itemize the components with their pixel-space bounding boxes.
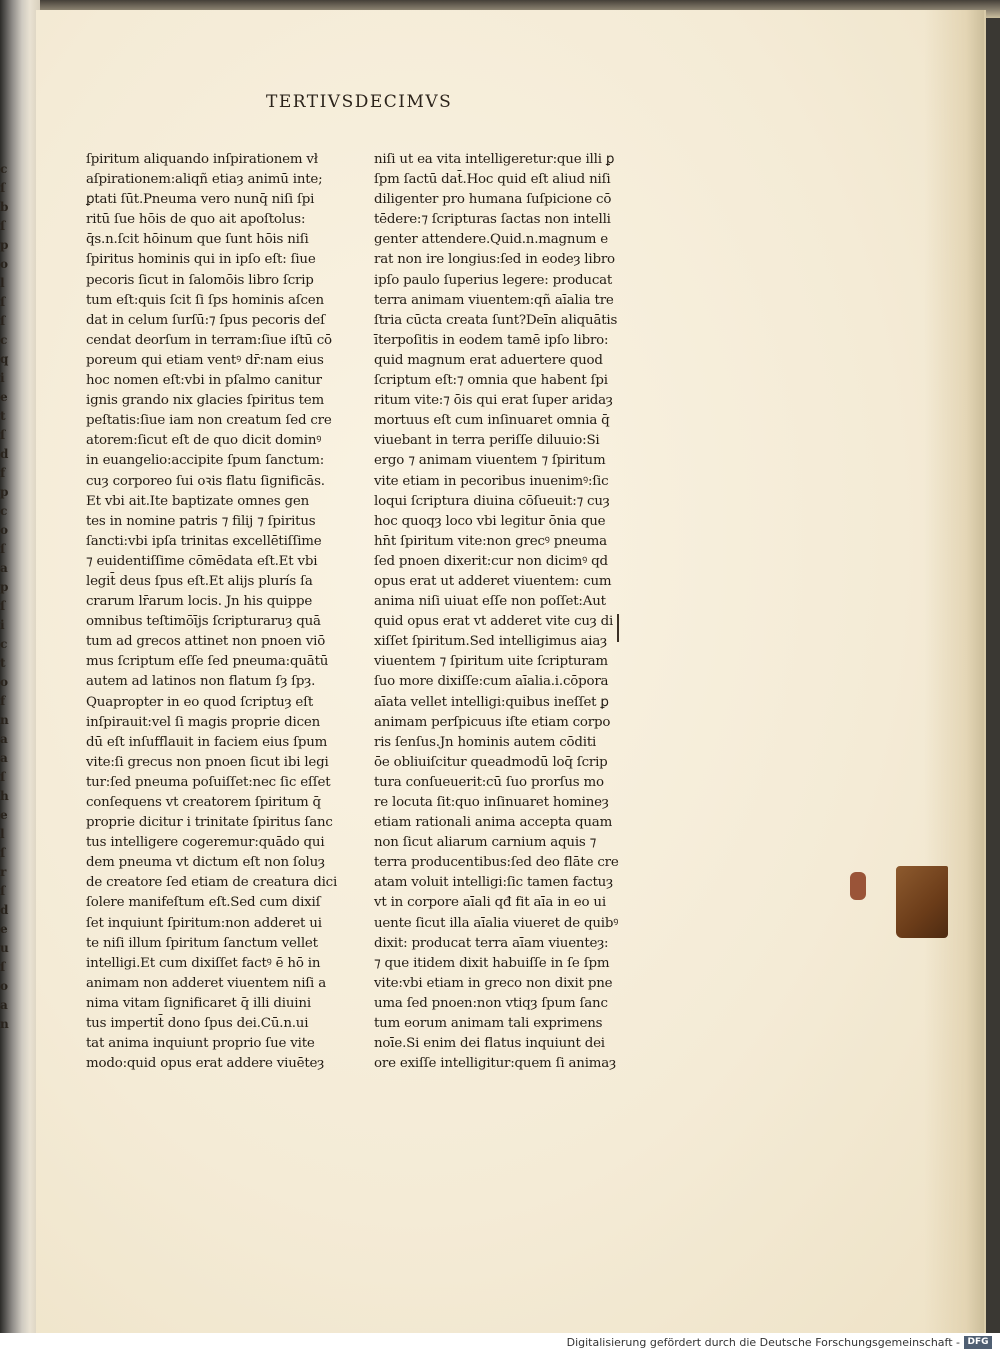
previous-page-letter: p xyxy=(0,485,8,499)
text-line: hn̄t ſpiritum vite:non grecꝰ pneuma xyxy=(374,533,607,549)
previous-page-letter: ſ xyxy=(0,960,5,974)
text-line: īterpoſitis in eodem tamē ipſo libro: xyxy=(374,332,609,348)
previous-page-letter: n xyxy=(0,1017,8,1031)
text-line: atam voluit intelligi:ſic tamen factuȝ xyxy=(374,875,613,891)
text-line: re locuta ſit:quo inſinuaret homineȝ xyxy=(374,795,609,810)
previous-page-letter: e xyxy=(0,390,7,404)
previous-page-letter: f xyxy=(0,694,5,708)
previous-page-letter: r xyxy=(0,865,6,879)
text-line: ſet inquiunt ſpiritum:non adderet ui xyxy=(86,915,322,931)
previous-page-letter: ſ xyxy=(0,599,5,613)
text-line: animam non adderet viuentem niſi a xyxy=(86,975,326,991)
text-line: pecoris ſicut in ſalomōis libro ſcrip xyxy=(86,272,314,288)
text-line: tum ad grecos attinet non pnoen viō xyxy=(86,634,326,650)
previous-page-letter: o xyxy=(0,257,8,271)
text-line: cuȝ corporeo ſui oꝛis flatu ſignificās. xyxy=(86,473,325,489)
text-line: uente ſicut illa aīalia viueret de quibꝰ xyxy=(374,915,619,931)
text-line: terra animam viuentem:qñ aīalia tre xyxy=(374,292,614,308)
previous-page-letter: ſ xyxy=(0,542,5,556)
text-line: autem ad latinos non flatum ſȝ ſpȝ. xyxy=(86,674,316,690)
text-line: tum eſt:quis ſcit ſi ſps hominis aſcen xyxy=(86,292,324,308)
right-text-column xyxy=(374,150,640,1074)
text-line: ore exiſſe intelligitur:quem ſi animaȝ xyxy=(374,1056,616,1072)
text-line: hoc quoqȝ loco vbi legitur ōnia que xyxy=(374,513,606,529)
text-line: legit̄ deus ſpus eſt.Et alijs plurís ſa xyxy=(86,573,313,589)
text-line: ſpiritus hominis qui in ipſo eſt: ſiue xyxy=(86,252,316,268)
text-line: opus erat ut adderet viuentem: cum xyxy=(374,573,612,589)
text-line: modo:quid opus erat addere viuēteȝ xyxy=(86,1056,325,1072)
dfg-logo[interactable]: DFG xyxy=(964,1336,992,1349)
footer-bar xyxy=(0,1333,1000,1353)
text-line: rat non ire longius:ſed in eodeȝ libro xyxy=(374,252,615,268)
text-line: cendat deorſum in terram:ſiue iſtū cō xyxy=(86,332,332,348)
previous-page-fragment xyxy=(0,160,18,1031)
text-line: proprie dicitur i trinitate ſpiritus ſanc xyxy=(86,815,333,831)
previous-page-letter: p xyxy=(0,238,8,252)
text-line: loqui ſcriptura diuina cōſueuit:⁊ cuȝ xyxy=(374,493,610,509)
previous-page-letter: ſ xyxy=(0,428,5,442)
previous-page-letter: h xyxy=(0,789,8,803)
text-line: uma ſed pnoen:non vtiqȝ ſpum ſanc xyxy=(374,995,608,1011)
text-line: in euangelio:accipite ſpum ſanctum: xyxy=(86,453,325,469)
text-line: omnibus teſtimōījs ſcripturaruȝ quā xyxy=(86,614,321,630)
text-line: ris ſenſus.Jn hominis autem cōditi xyxy=(374,734,597,750)
previous-page-letter: o xyxy=(0,523,8,537)
previous-page-letter: ſ xyxy=(0,295,5,309)
text-line: ꝑtati ſūt.Pneuma vero nunq̄ niſi ſpi xyxy=(86,192,315,208)
text-line: peſtatis:ſiue iam non creatum ſed cre xyxy=(86,413,332,429)
previous-page-letter: i xyxy=(0,371,4,385)
previous-page-letter: ſ xyxy=(0,884,5,898)
text-line: vite:vbi etiam in greco non dixit pne xyxy=(374,975,613,991)
seal-tab xyxy=(896,866,948,938)
text-line: anima niſi uiuat eſſe non poſſet:Aut xyxy=(374,594,606,610)
text-line: mus ſcriptum eſſe ſed pneuma:quātū xyxy=(86,654,329,670)
wax-spot xyxy=(850,872,866,900)
margin-mark xyxy=(617,614,619,642)
previous-page-letter: e xyxy=(0,922,7,936)
text-line: Quapropter in eo quod ſcriptuȝ eſt xyxy=(86,694,314,710)
previous-page-letter: d xyxy=(0,447,8,461)
left-text-column xyxy=(86,150,346,1074)
text-line: non ſicut aliarum carnium aquis ⁊ xyxy=(374,835,597,851)
text-line: ⁊ que itidem dixit habuiſſe in ſe ſpm xyxy=(374,955,610,971)
text-line: tus impertit̄ dono ſpus dei.Cū.n.ui xyxy=(86,1016,309,1032)
text-line: vt in corpore aīali qđ fit aīa in eo ui xyxy=(374,895,606,911)
text-line: quid opus erat vt adderet vite cuȝ di xyxy=(374,614,614,630)
text-line: ſcriptum eſt:⁊ omnia que habent ſpi xyxy=(374,373,608,389)
text-line: de creatore ſed etiam de creatura dici xyxy=(86,875,338,891)
previous-page-letter: c xyxy=(0,333,7,347)
text-line: noīe.Si enim dei flatus inquiunt dei xyxy=(374,1036,605,1052)
text-line: niſi ut ea vita intelligeretur:que illi ꝑ xyxy=(374,152,615,167)
text-line: ignis grando nix glacies ſpiritus tem xyxy=(86,393,324,409)
text-line: terra producentibus:ſed deo flāte cre xyxy=(374,855,619,871)
text-line: vite:ſi grecus non pnoen ſicut ibi legi xyxy=(86,754,329,770)
text-line: dixit: producat terra aīam viuenteȝ: xyxy=(374,935,609,951)
text-line: ritū ſue hōis de quo ait apoſtolus: xyxy=(86,212,306,228)
text-line: ſolere manifeſtum eſt.Sed cum dixiſ xyxy=(86,895,321,911)
previous-page-letter: n xyxy=(0,713,8,727)
text-line: aſpirationem:aliqñ etiaȝ animū inte; xyxy=(86,172,323,188)
text-line: tus intelligere cogeremur:quādo qui xyxy=(86,835,325,851)
previous-page-letter: a xyxy=(0,998,7,1012)
text-line: atorem:ſicut eſt de quo dicit dominꝰ xyxy=(86,433,322,449)
previous-page-letter: c xyxy=(0,504,7,518)
previous-page-letter: a xyxy=(0,751,7,765)
previous-page-letter: p xyxy=(0,580,8,594)
text-line: hoc nomen eſt:vbi in pſalmo canitur xyxy=(86,373,322,389)
text-line: aīata vellet intelligi:quibus ineſſet ꝑ xyxy=(374,694,609,710)
text-line: quid magnum erat aduertere quod xyxy=(374,352,603,368)
previous-page-letter: b xyxy=(0,200,8,214)
text-line: intelligi.Et cum dixiſſet factꝰ ē hō in xyxy=(86,955,321,971)
text-line: ritum vite:⁊ ōis qui erat ſuper aridaȝ xyxy=(374,393,613,409)
text-line: q̄s.n.ſcit hōinum que ſunt hōis niſi xyxy=(86,232,309,248)
text-line: vite etiam in pecoribus inuenimꝰ:ſic xyxy=(374,473,609,489)
funding-notice: Digitalisierung gefördert durch die Deutsche Forschungsgemeinschaft - xyxy=(566,1336,960,1349)
previous-page-letter: l xyxy=(0,276,4,290)
previous-page-letter: i xyxy=(0,618,4,632)
text-line: ſpiritum aliquando inſpirationem vł xyxy=(86,152,318,167)
page-edge-shade xyxy=(924,10,984,1333)
previous-page-letter: q xyxy=(0,352,8,366)
text-line: ſpm ſactū dat̄.Hoc quid eſt aliud niſi xyxy=(374,172,611,188)
text-line: ipſo paulo ſuperius legere: producat xyxy=(374,272,613,288)
text-line: tur:ſed pneuma poſuiſſet:nec ſic eſſet xyxy=(86,774,331,790)
text-line: poreum qui etiam ventꝰ dr̄:nam eius xyxy=(86,352,324,368)
text-line: ōe obliuiſcitur queadmodū loq̄ ſcrip xyxy=(374,754,608,770)
text-line: ⁊ euidentiſſime cōmēdata eſt.Et vbi xyxy=(86,553,318,569)
previous-page-letter: e xyxy=(0,808,7,822)
previous-page-letter: l xyxy=(0,827,4,841)
previous-page-letter: ſ xyxy=(0,770,5,784)
text-line: genter attendere.Quid.n.magnum e xyxy=(374,232,609,248)
previous-page-letter: f xyxy=(0,466,5,480)
previous-page-letter: o xyxy=(0,979,8,993)
previous-page-letter: t xyxy=(0,656,5,670)
previous-page-letter: o xyxy=(0,675,8,689)
text-line: tes in nomine patris ⁊ filij ⁊ ſpiritus xyxy=(86,513,316,529)
text-line: viuentem ⁊ ſpiritum uite ſcripturam xyxy=(374,654,608,670)
text-line: dū eſt inſufflauit in faciem eius ſpum xyxy=(86,734,328,750)
previous-page-letter: u xyxy=(0,941,8,955)
text-line: ergo ⁊ animam viuentem ⁊ ſpiritum xyxy=(374,453,606,469)
previous-page-letter: c xyxy=(0,637,7,651)
text-line: crarum lr̄arum locis. Jn his quippe xyxy=(86,594,313,610)
text-line: animam perſpicuus iſte etiam corpo xyxy=(374,714,611,730)
text-line: Et vbi ait.Ite baptizate omnes gen xyxy=(86,493,309,509)
text-line: conſequens vt creatorem ſpiritum q̄ xyxy=(86,795,321,810)
text-line: tum eorum animam tali exprimens xyxy=(374,1016,603,1032)
text-line: mortuus eſt cum inſinuaret omnia q̄ xyxy=(374,413,610,429)
text-line: dem pneuma vt dictum eſt non ſoluȝ xyxy=(86,855,325,871)
text-line: tēdere:⁊ ſcripturas ſactas non intelli xyxy=(374,212,611,228)
text-line: dat in celum ſurſū:⁊ ſpus pecoris deſ xyxy=(86,312,325,328)
previous-page-letter: ſ xyxy=(0,219,5,233)
text-line: diligenter pro humana ſuſpicione cō xyxy=(374,192,612,208)
text-line: xiſſet ſpiritum.Sed intelligimus aiaȝ xyxy=(374,634,607,650)
previous-page-letter: t xyxy=(0,409,5,423)
text-line: tat anima inquiunt proprio ſue vite xyxy=(86,1036,315,1052)
previous-page-letter: a xyxy=(0,561,7,575)
previous-page-letter: ſ xyxy=(0,314,5,328)
text-line: te niſi illum ſpiritum ſanctum vellet xyxy=(86,935,318,951)
text-line: ſuo more dixiſſe:cum aīalia.i.cōpora xyxy=(374,674,609,690)
previous-page-letter: c xyxy=(0,162,7,176)
previous-page-letter: d xyxy=(0,903,8,917)
running-header: TERTIVSDECIMVS xyxy=(266,92,453,112)
text-line: viuebant in terra periſſe diluuio:Si xyxy=(374,433,600,449)
text-line: tura conſueuerit:cū ſuo prorſus mo xyxy=(374,774,604,790)
previous-page-letter: a xyxy=(0,732,7,746)
previous-page-letter: ſ xyxy=(0,846,5,860)
text-line: inſpirauit:vel ſi magis proprie dicen xyxy=(86,714,321,730)
text-line: nima vitam ſignificaret q̄ illi diuini xyxy=(86,995,311,1011)
text-line: ſed pnoen dixerit:cur non dicimꝰ qd xyxy=(374,553,608,569)
text-line: ſancti:vbi ipſa trinitas excellētiſſime xyxy=(86,533,322,549)
text-line: ſtria cūcta creata ſunt?Deīn aliquātis xyxy=(374,312,618,328)
previous-page-letter: ſ xyxy=(0,181,5,195)
text-line: etiam rationali anima accepta quam xyxy=(374,815,613,831)
